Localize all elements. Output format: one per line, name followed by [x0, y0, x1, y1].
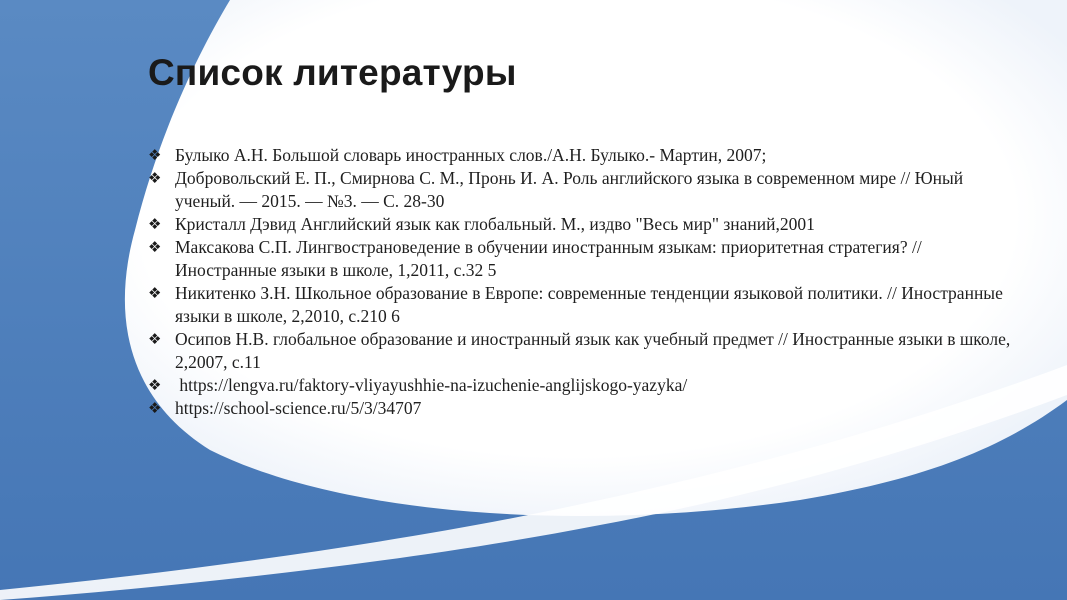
diamond-bullet-icon: ❖ [148, 215, 162, 233]
list-item [148, 144, 1018, 167]
diamond-bullet-icon: ❖ [148, 169, 162, 187]
reference-text: Никитенко З.Н. Школьное образование в Европе: современные тенденции языковой политики. // Иностранные языки в школе, 2,2010, с.210 6 [175, 283, 1003, 326]
reference-text: Булыко А.Н. Большой словарь иностранных слов./А.Н. Булыко.- Мартин, 2007; [175, 145, 767, 165]
list-item [148, 397, 1018, 420]
reference-text: Кристалл Дэвид Английский язык как глобальный. М., издво "Весь мир" знаний,2001 [175, 214, 815, 234]
reference-text: Максакова С.П. Лингвострановедение в обучении иностранным языкам: приоритетная стратегия? // Иностранные языки в школе, 1,2011, с.32 5 [175, 237, 922, 280]
diamond-bullet-icon: ❖ [148, 284, 162, 302]
diamond-bullet-icon: ❖ [148, 238, 162, 256]
reference-text: Осипов Н.В. глобальное образование и иностранный язык как учебный предмет // Иностранные языки в школе, 2,2007, с.11 [175, 329, 1011, 372]
reference-link: https://lengva.ru/faktory-vliyayushhie-na-izuchenie-anglijskogo-yazyka/ [175, 375, 688, 395]
diamond-bullet-icon: ❖ [148, 399, 162, 417]
reference-text: Добровольский Е. П., Смирнова С. М., Пронь И. А. Роль английского языка в современном мире // Юный ученый. — 2015. — №3. — С. 28-30 [175, 168, 964, 211]
list-item [148, 167, 1018, 213]
diamond-bullet-icon: ❖ [148, 376, 162, 394]
list-item [148, 328, 1018, 374]
reference-link: https://school-science.ru/5/3/34707 [175, 398, 422, 418]
diamond-bullet-icon: ❖ [148, 146, 162, 164]
diamond-bullet-icon: ❖ [148, 330, 162, 348]
list-item [148, 282, 1018, 328]
list-item [148, 374, 1018, 397]
reference-list [148, 144, 1018, 420]
list-item [148, 213, 1018, 236]
slide-title: Список литературы [148, 52, 517, 93]
list-item [148, 236, 1018, 282]
